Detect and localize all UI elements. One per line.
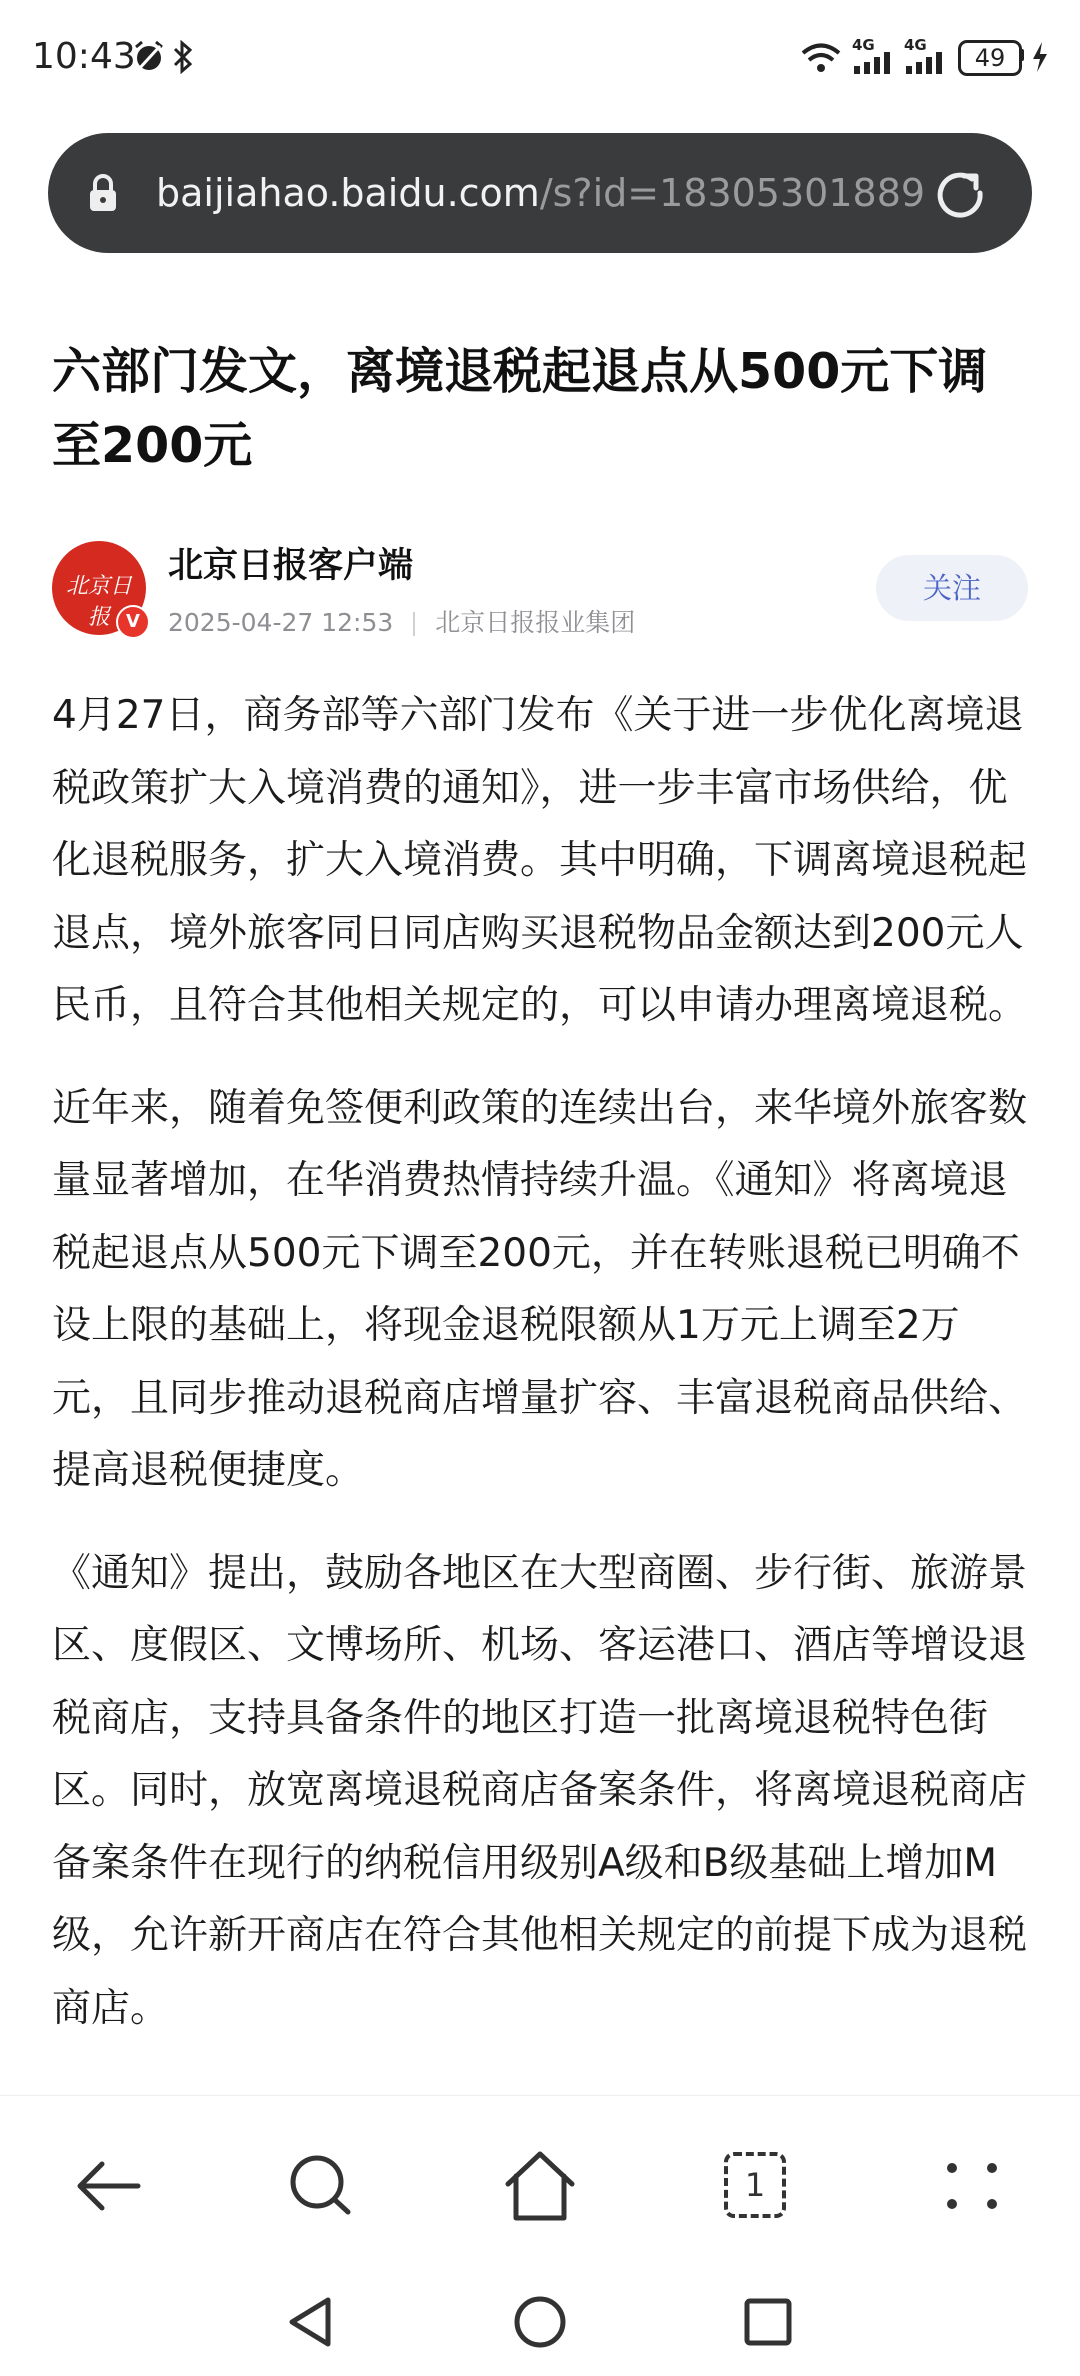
reload-icon[interactable] xyxy=(928,163,992,227)
article-title: 六部门发文，离境退税起退点从500元下调至200元 xyxy=(52,343,988,474)
search-icon[interactable] xyxy=(282,2146,362,2226)
signal-icon xyxy=(852,36,898,76)
bluetooth-icon xyxy=(172,40,194,74)
nav-back-icon[interactable] xyxy=(282,2292,342,2352)
battery-tip xyxy=(1020,49,1024,61)
article-paragraph: 近年来，随着免签便利政策的连续出台，来华境外旅客数量显著增加，在华消费热情持续升温。《通知》将离境退税起退点从500元下调至200元，并在转账退税已明确不设上限的基础上，将现金退税限额从1万元上调至2万元，且同步推动退税商店增量扩容、丰富退税商品供给、提高退税便捷度。 xyxy=(52,1085,1028,1493)
tab-count: 1 xyxy=(724,2152,786,2218)
nav-recents-icon[interactable] xyxy=(738,2292,798,2352)
network-label: 4G xyxy=(852,36,875,54)
charging-icon xyxy=(1030,40,1050,74)
nav-home-icon[interactable] xyxy=(510,2292,570,2352)
system-navigation-bar xyxy=(0,2270,1080,2376)
verified-badge-icon: V xyxy=(116,605,150,639)
back-arrow-icon[interactable] xyxy=(68,2146,148,2226)
article-body xyxy=(52,680,1032,2095)
alarm-icon xyxy=(132,40,166,74)
home-icon[interactable] xyxy=(500,2146,580,2226)
avatar-logo-text: 北京日报 xyxy=(65,574,132,630)
signal-icon xyxy=(904,36,950,76)
more-menu-icon[interactable] xyxy=(932,2146,1012,2226)
url-host: baijiahao.baidu.com xyxy=(156,171,540,215)
lock-icon xyxy=(88,173,118,213)
follow-button[interactable]: 关注 xyxy=(876,555,1028,621)
tabs-button[interactable] xyxy=(716,2146,796,2226)
status-bar xyxy=(0,0,1080,120)
address-bar[interactable] xyxy=(48,133,1032,253)
article-paragraph: 《通知》提出，鼓励各地区在大型商圈、步行街、旅游景区、度假区、文博场所、机场、客运港口、酒店等增设退税商店，支持具备条件的地区打造一批离境退税特色街区。同时，放宽离境退税商店备案条件，将离境退税商店备案条件在现行的纳税信用级别A级和B级基础上增加M级，允许新开商店在符合其他相关规定的前提下成为退税商店。 xyxy=(52,1550,1028,2031)
url-path: /s?id=18305301889 xyxy=(539,171,926,215)
author-name[interactable]: 北京日报客户端 xyxy=(168,546,414,586)
status-time: 10:43 xyxy=(32,36,136,77)
publisher-source: 北京日报报业集团 xyxy=(435,608,636,637)
meta-divider xyxy=(413,612,415,636)
publish-date: 2025-04-27 12:53 xyxy=(168,608,394,637)
battery-icon: 49 xyxy=(958,40,1022,76)
browser-toolbar xyxy=(0,2095,1080,2271)
network-label: 4G xyxy=(904,36,927,54)
url-text[interactable] xyxy=(156,167,936,219)
avatar[interactable] xyxy=(52,541,146,635)
article-paragraph: 4月27日，商务部等六部门发布《关于进一步优化离境退税政策扩大入境消费的通知》，进一步丰富市场供给，优化退税服务，扩大入境消费。其中明确，下调离境退税起退点，境外旅客同日同店购买退税物品金额达到200元人民币，且符合其他相关规定的，可以申请办理离境退税。 xyxy=(52,693,1028,1028)
article-meta xyxy=(168,603,635,639)
wifi-icon xyxy=(800,42,842,74)
